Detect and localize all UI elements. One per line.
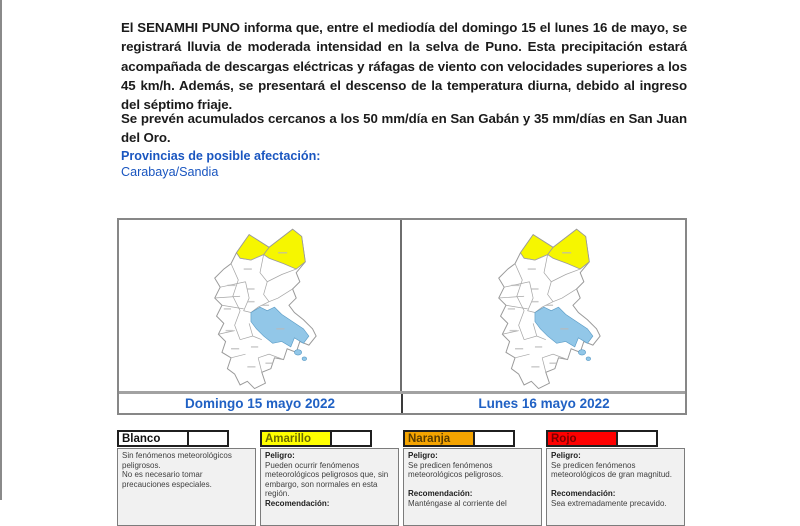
legend-text-line: Pueden ocurrir fenómenos meteorológicos peligrosos que, sin embargo, son normales en esta región. <box>265 460 389 498</box>
provinces-value: Carabaya/Sandia <box>121 165 219 179</box>
legend-empty-cell <box>189 430 229 447</box>
map-caption-domingo: Domingo 15 mayo 2022 <box>119 394 403 413</box>
legend-label-naranja: Naranja <box>403 430 475 447</box>
legend-text-line: Recomendación: <box>408 489 473 498</box>
puno-alert-map <box>158 222 362 394</box>
legend-text-line: Recomendación: <box>551 489 616 498</box>
page-right-border <box>0 0 2 500</box>
legend-body-rojo <box>546 448 685 526</box>
legend-column-rojo <box>546 430 685 526</box>
legend-text-line: Se predicen fenómenos meteorológicos peligrosos. <box>408 460 504 479</box>
puno-alert-map <box>442 222 646 394</box>
legend-text-line: Peligro: <box>408 451 438 460</box>
legend-body-amarillo <box>260 448 399 526</box>
legend-text-line: Peligro: <box>265 451 295 460</box>
legend-text-line: No es necesario tomar precauciones especiales. <box>122 470 212 489</box>
legend-text-line: Manténgase al corriente del <box>408 498 507 508</box>
accumulation-paragraph: Se prevén acumulados cercanos a los 50 mm/día en San Gabán y 35 mm/días en San Juan del Oro. <box>121 111 687 146</box>
legend-header <box>403 430 542 447</box>
map-row <box>119 220 685 378</box>
map-caption-row <box>119 391 685 413</box>
legend-header <box>546 430 685 447</box>
legend-body-blanco <box>117 448 256 526</box>
legend-label-blanco: Blanco <box>117 430 189 447</box>
legend-header <box>117 430 256 447</box>
map-cell-lunes <box>402 220 685 396</box>
legend-empty-cell <box>332 430 372 447</box>
legend-text-line <box>408 480 537 490</box>
provinces-heading: Provincias de posible afectación: <box>121 149 321 163</box>
legend-column-naranja <box>403 430 542 526</box>
legend-header <box>260 430 399 447</box>
map-caption-lunes: Lunes 16 mayo 2022 <box>478 396 610 411</box>
legend-text-line: Sin fenómenos meteorológicos peligrosos. <box>122 451 232 470</box>
legend-empty-cell <box>618 430 658 447</box>
legend-label-rojo: Rojo <box>546 430 618 447</box>
legend-column-amarillo <box>260 430 399 526</box>
legend-label-amarillo: Amarillo <box>260 430 332 447</box>
legend-text-line: Se predicen fenómenos meteorológicos de gran magnitud. <box>551 460 672 479</box>
legend-text-line: Sea extremadamente precavido. <box>551 498 667 508</box>
legend-text-line: Recomendación: <box>265 498 330 508</box>
map-cell-domingo <box>119 220 402 396</box>
legend-text-line: Peligro: <box>551 451 581 460</box>
legend-body-naranja <box>403 448 542 526</box>
legend-empty-cell <box>475 430 515 447</box>
legend-column-blanco <box>117 430 256 526</box>
bulletin-paragraph: El SENAMHI PUNO informa que, entre el mediodía del domingo 15 el lunes 16 de mayo, se registrará lluvia de moderada intensidad en la selva de Puno. Esta precipitación estará acompañada de descargas eléctricas y ráfagas de viento con velocidades superiores a los 45 km/h. Además, se presentará el descenso de la temperatura diurna, debido al ingreso del séptimo friaje. <box>121 20 687 113</box>
forecast-maps-table <box>117 218 687 415</box>
legend-text-line <box>551 480 680 490</box>
